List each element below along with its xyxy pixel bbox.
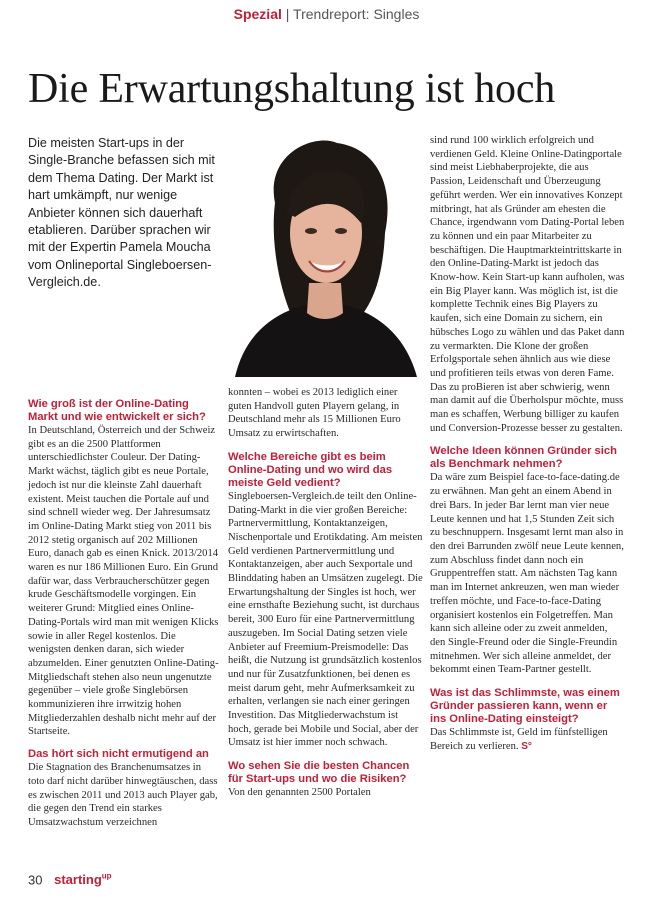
logo-text: starting [54, 872, 102, 888]
answer-2: Die Stagnation des Branchenumsatzes in toto darf nicht darüber hinwegtäuschen, dass es zwischen 2011 und 2013 auch Player gab, die gegen den Trend ein starkes Umsatzwachstum verzeichnen [28, 762, 218, 828]
question-5: Welche Ideen können Gründer sich als Benchmark nehmen? [430, 445, 617, 471]
question-1: Wie groß ist der Online-Dating Markt und wie entwickelt er sich? [28, 398, 206, 423]
answer-4: Von den genannten 2500 Portalen [228, 787, 371, 799]
page-number: 30 [28, 872, 43, 888]
question-4: Wo sehen Sie die besten Chancen für Start-ups und wo die Risiken? [228, 760, 410, 786]
portrait-photo [225, 133, 421, 377]
header-topic: Trendreport: Singles [293, 6, 420, 22]
question-6: Was ist das Schlimmste, was einem Gründer passieren kann, wenn er ins Online-Dating einsteigt? [430, 687, 620, 726]
answer-5: Da wäre zum Beispiel face-to-face-dating.de zu erwähnen. Man geht an einem Abend in drei Bars. In jeder Bar lernt man vier neue Leute kennen und hat 1,5 Stunden Zeit sich zu beschnuppern. Insgesamt lernt man also in den drei Barrunden zwölf neue Leute kennen, zum Abschluss findet dann noch ein Gruppentreffen statt. Am nächsten Tag kann man im Internet ankreuzen, wen man wieder treffen möchte, und Face-to-face-Dating organisiert kostenlos ein Folgetreffen. Man kann sich alleine oder zu zweit anmelden, den Single-Freund oder die Single-Freundin mitnehmen. Wer sich alleine anmeldet, der bekommt einen Team-Partner gestellt. [430, 472, 624, 676]
header-separator: | [285, 6, 290, 22]
answer-1-continued: konnten – wobei es 2013 lediglich einer guten Handvoll guten Playern gelang, in Deutschland mehr als 15 Millionen Euro Umsatz zu erwirtschaften. [228, 387, 401, 440]
article-intro: Die meisten Start-ups in der Single-Branche befassen sich mit dem Thema Dating. Der Markt ist hart umkämpft, nur wenige Anbieter können sich dauerhaft etablieren. Darüber sprachen wir mit der Expertin Pamela Moucha vom Onlineportal Singleboersen-Vergleich.de. [28, 136, 215, 290]
question-3: Welche Bereiche gibt es beim Online-Dating und wo wird das meiste Geld vedient? [228, 450, 393, 489]
answer-6: Das Schlimmste ist, Geld im fünfstelligen Bereich zu verlieren. [430, 727, 608, 752]
article-title: Die Erwartungshaltung ist hoch [28, 66, 556, 112]
page-footer [28, 872, 112, 887]
end-mark: S° [521, 740, 532, 752]
question-2: Das hört sich nicht ermutigend an [28, 748, 209, 761]
section-header [0, 6, 653, 22]
column-2 [228, 386, 423, 800]
column-3 [430, 134, 625, 753]
logo-sup: up [101, 872, 112, 881]
answer-4-continued: sind rund 100 wirklich erfolgreich und verdienen Geld. Kleine Online-Datingportale sind meist Liebhaberprojekte, die aus Passion, Leidenschaft und Überzeugung geführt werden. Wer ein innovatives Konzept mitbringt, hat als Gründer am ehesten die Chance, irgendwann vom Dating-Portal leben zu können und ein paar Mitarbeiter zu beschäftigen. Die Hauptmarkteintrittskarte in den Online-Dating-Markt ist jedoch das Know-how. Kein Start-up kann aufholen, was ein Big Player kann. Was möglich ist, ist die komplette Technik eines Big Players zu kaufen, sich eine Domain zu sichern, ein hübsches Logo zu wählen und das Paket dann zu vermarkten. Die Klone der großen Erfolgsportale sehen ähnlich aus wie diese und profitieren teils etwas von deren Fame. Das zu proBieren ist aber schwierig, wenn man damit auf die Überholspur möchte, muss man es schaffen, Werbung billiger zu kaufen und Conversion-Prozesse besser zu gestalten. [430, 135, 625, 434]
magazine-logo [54, 872, 111, 887]
answer-1: In Deutschland, Österreich und der Schweiz gibt es an die 2500 Plattformen unterschiedlichster Couleur. Der Dating-Markt wächst, täglich gibt es neue Portale, jedoch ist nur die kleinste Zahl dauerhaft existent. Meist tauchen die Portale auf und sind schnell wieder weg. Der Jahresumsatz im Online-Dating Markt stieg von 2011 bis 2012 stetig organisch auf 202 Millionen Euro, danach gab es einen Knick. 2013/2014 waren es nur 186 Millionen Euro. Ein Grund dafür war, dass Verbraucherschützer gegen krude Geschäftsmodelle vorgingen. Ein weiterer Grund: Mitglied eines Online-Dating-Portals wird man mit wenigen Klicks sowie in aller Regel kostenlos. Die wenigsten denken daran, sich wieder abzumelden. Einer genutzten Online-Dating-Mitgliedschaft stehen also neun ungenutzte gegenüber – viele große Singlebörsen kommunizieren ihre irrwitzig hohen Mitgliederzahlen deshalb nicht mehr auf der Startseite. [28, 425, 219, 738]
column-1 [28, 398, 220, 830]
section-label: Spezial [233, 6, 282, 22]
answer-3: Singleboersen-Vergleich.de teilt den Online-Dating-Markt in die vier großen Bereiche: Partnervermittlung, Kontaktanzeigen, Nischenportale und Erotikdating. Am meisten Geld verdienen Partnervermittlung und Kontaktanzeigen, aber auch Sexportale und Blinddating haben an Umsätzen zugelegt. Die Erwartungshaltung der Singles ist hoch, wer eine ernsthafte Beziehung sucht, ist durchaus bereit, 300 Euro für eine Partnervermittlung auszugeben. Im Social Dating setzen viele Anbieter auf Freemium-Preismodelle: Das heißt, die Nutzung ist grundsätzlich kostenlos und nur für Zusatzfunktionen, bei denen es meist darum geht, mehr Aufmerksamkeit zu erhalten, verlangen sie nach einer geringen Investition. Das Mitgliederwachstum ist hoch, gerade bei Mobile und Social, aber der Umsatz ist hier immer noch schwach. [228, 490, 423, 749]
